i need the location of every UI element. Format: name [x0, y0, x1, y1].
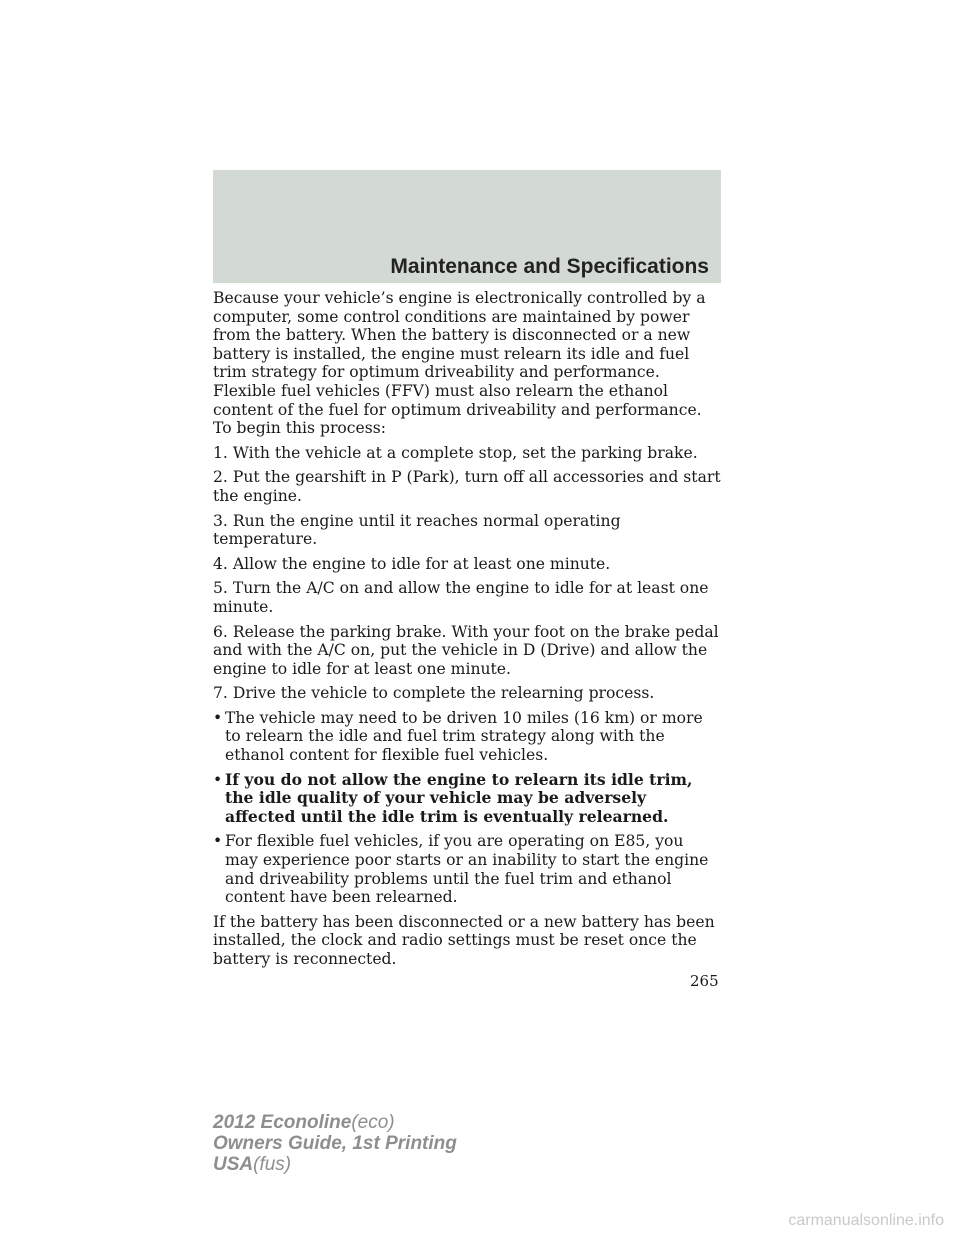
bullet-item: [213, 832, 721, 906]
footer-market: USA: [213, 1154, 254, 1175]
step-5: 5. Turn the A/C on and allow the engine to idle for at least one minute.: [213, 579, 709, 616]
step-3: 3. Run the engine until it reaches normal operating temperature.: [213, 511, 621, 549]
closing-paragraph: If the battery has been disconnected or a new battery has been installed, the clock and radio settings must be reset once the battery is reconnected.: [213, 912, 715, 968]
bullet-text: The vehicle may need to be driven 10 miles (16 km) or more to relearn the idle and fuel trim strategy along with the ethanol content for flexible fuel vehicles.: [225, 708, 703, 765]
bullet-text-warning: If you do not allow the engine to relearn its idle trim, the idle quality of your vehicle may be adversely affected until the idle trim is eventually relearned.: [225, 769, 693, 826]
step-6: 6. Release the parking brake. With your foot on the brake pedal and with the A/C on, put the vehicle in D (Drive) and allow the engine to idle for at least one minute.: [213, 622, 719, 678]
footer-model: 2012 Econoline: [213, 1112, 352, 1133]
step-7: 7. Drive the vehicle to complete the relearning process.: [213, 684, 655, 703]
step-1: 1. With the vehicle at a complete stop, set the parking brake.: [213, 443, 698, 462]
bullet-item: [213, 709, 721, 765]
section-title: Maintenance and Specifications: [390, 255, 709, 278]
section-header-band: [213, 170, 721, 283]
bullet-icon: •: [213, 832, 223, 851]
step-4: 4. Allow the engine to idle for at least one minute.: [213, 554, 611, 573]
footer-guide: Owners Guide, 1st Printing: [213, 1133, 457, 1154]
page-number: 265: [690, 972, 719, 990]
intro-paragraph: Because your vehicle’s engine is electronically controlled by a computer, some control conditions are maintained by power from the battery. When the battery is disconnected or a new battery is installed, the engine must relearn its idle and fuel trim strategy for optimum driveability and performance. Flexible fuel vehicles (FFV) must also relearn the ethanol content of the fuel for optimum driveability and performance. To begin this process:: [213, 289, 706, 438]
footer-imprint: [213, 1112, 457, 1175]
watermark: carmanualsonline.info: [788, 1212, 944, 1229]
bullet-icon: •: [213, 708, 223, 727]
footer-market-code: (fus): [253, 1154, 292, 1175]
bullet-item-warning: [213, 771, 721, 827]
bullet-text: For flexible fuel vehicles, if you are operating on E85, you may experience poor starts or an inability to start the engine and driveability problems until the fuel trim and ethanol content have been relearned.: [225, 832, 709, 907]
page-body: [213, 289, 721, 975]
footer-model-code: (eco): [351, 1112, 395, 1133]
bullet-icon: •: [213, 770, 223, 789]
step-2: 2. Put the gearshift in P (Park), turn off all accessories and start the engine.: [213, 468, 721, 505]
